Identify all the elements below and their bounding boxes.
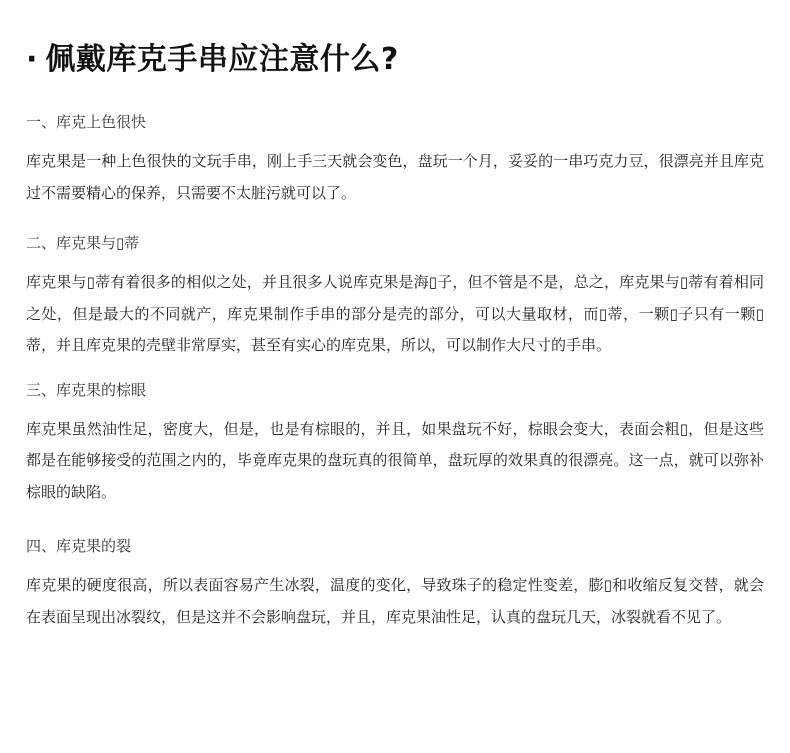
section-heading: 四、库克果的裂	[26, 537, 132, 555]
section-heading: 二、库克果与▯蒂	[26, 234, 140, 252]
section-heading: 一、库克上色很快	[26, 113, 147, 131]
section-body: 库克果的硬度很高，所以表面容易产生冰裂，温度的变化，导致珠子的稳定性变差，膨▯和收缩反复交替，就会在表面呈现出冰裂纹，但是这并不会影响盘玩，并且，库克果油性足，认真的盘玩几天，冰裂就看不见了。	[26, 576, 764, 626]
section-heading: 三、库克果的棕眼	[26, 380, 147, 399]
section-1	[26, 112, 764, 209]
section-3	[26, 380, 764, 509]
title-row	[26, 38, 764, 82]
section-2	[26, 233, 764, 362]
section-body: 库克果是一种上色很快的文玩手串，刚上手三天就会变色，盘玩一个月，妥妥的一串巧克力豆，很漂亮并且库克过不需要精心的保养，只需要不太脏污就可以了。	[26, 152, 764, 202]
section-body: 库克果与▯蒂有着很多的相似之处，并且很多人说库克果是海▯子，但不管是不是，总之，库克果与▯蒂有着相同之处，但是最大的不同就产，库克果制作手串的部分是壳的部分，可以大量取材，而▯蒂，一颗▯子只有一颗▯蒂，并且库克果的壳壁非常厚实，甚至有实心的库克果，所以，可以制作大尺寸的手串。	[26, 273, 764, 354]
title-bullet: ·	[26, 42, 38, 77]
section-body: 库克果虽然油性足，密度大，但是，也是有棕眼的，并且，如果盘玩不好，棕眼会变大，表面会粗▯，但是这些都是在能够接受的范围之内的，毕竟库克果的盘玩真的很简单，盘玩厚的效果真的很漂亮。这一点，就可以弥补棕眼的缺陷。	[26, 419, 764, 501]
page-title: 佩戴库克手串应注意什么?	[45, 42, 399, 77]
section-4	[26, 536, 764, 633]
